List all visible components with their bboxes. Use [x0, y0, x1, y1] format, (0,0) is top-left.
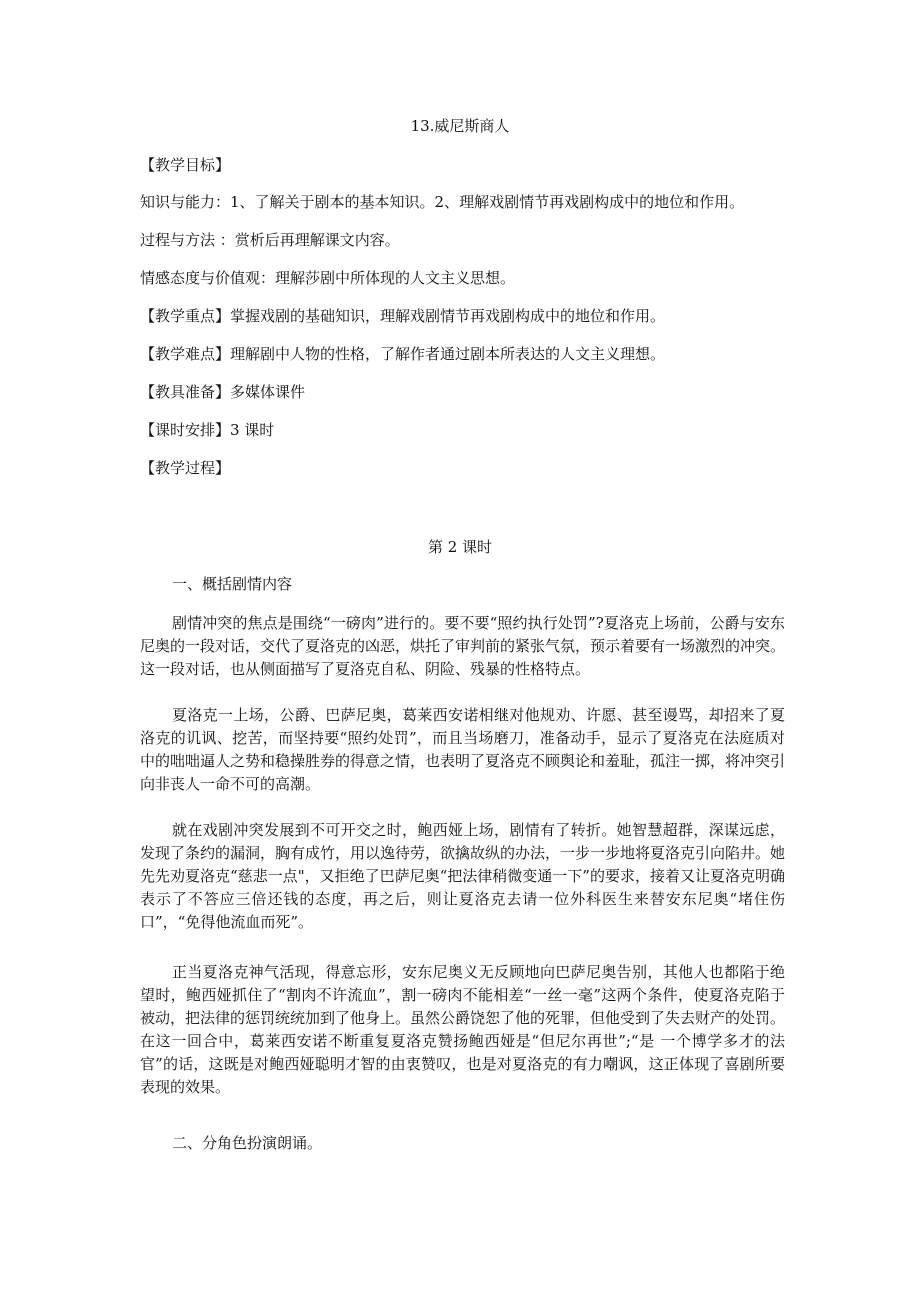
section-heading-2: 二、分角色扮演朗诵。: [172, 1134, 323, 1152]
paragraph-4: 正当夏洛克神气活现，得意忘形，安东尼奥义无反顾地向巴萨尼奥告别，其他人也都陷于绝望时，鲍西娅抓住了“割肉不许流血”，割一磅肉不能相差“一丝一毫”这两个条件，使夏洛克陷于被动，把法律的惩罚统统加到了他身上。虽然公爵饶恕了他的死罪，但他受到了失去财产的处罚。在这一回合中，葛莱西安诺不断重复夏洛克赞扬鲍西娅是“但尼尔再世”;“是 一个博学多才的法官”的话，这既是对鲍西娅聪明才智的由衷赞叹，也是对夏洛克的有力嘲讽，这正体现了喜剧所要表现的效果。: [140, 963, 786, 1096]
teaching-tools: 【教具准备】多媒体课件: [140, 383, 306, 401]
goal-process-method: 过程与方法 ：赏析后再理解课文内容。: [140, 231, 400, 249]
paragraph-2: 夏洛克一上场，公爵、巴萨尼奥，葛莱西安诺相继对他规劝、许愿、甚至谩骂，却招来了夏洛克的讥讽、挖苦，而坚持要“照约处罚”，而且当场磨刀，准备动手，显示了夏洛克在法庭质对中的咄咄逼人之势和稳操胜券的得意之情，也表明了夏洛克不顾舆论和羞耻，孤注一掷，将冲突引向非丧人一命不可的高潮。: [140, 706, 786, 793]
paragraph-3: 就在戏剧冲突发展到不可开交之时，鲍西娅上场，剧情有了转折。她智慧超群，深谋远虑，发现了条约的漏洞，胸有成竹，用以逸待劳，欲擒故纵的办法，一步一步地将夏洛克引向陷井。她先先劝夏洛克“慈悲一点"，又拒绝了巴萨尼奥“把法律稍微变通一下”的要求，接着又让夏洛克明确表示了不答应三倍还钱的态度，再之后，则让夏洛克去请一位外科医生来替安东尼奥“堵住伤口”，“免得他流血而死”。: [140, 821, 786, 931]
section-heading-1: 一、概括剧情内容: [172, 575, 293, 593]
lesson-title: 第 2 课时: [427, 538, 493, 556]
class-schedule: 【课时安排】3 课时: [140, 421, 275, 439]
heading-teaching-goals: 【教学目标】: [140, 156, 231, 174]
document-title: 13.威尼斯商人: [410, 117, 510, 135]
teaching-difficulties: 【教学难点】理解剧中人物的性格，了解作者通过剧本所表达的人文主义理想。: [140, 345, 666, 363]
teaching-key-points: 【教学重点】掌握戏剧的基础知识，理解戏剧情节再戏剧构成中的地位和作用。: [140, 307, 666, 325]
goal-emotion-values: 情感态度与价值观：理解莎剧中所体现的人文主义思想。: [140, 269, 516, 287]
goal-knowledge-ability: 知识与能力：1、了解关于剧本的基本知识。2、理解戏剧情节再戏剧构成中的地位和作用。: [140, 193, 745, 211]
heading-teaching-process: 【教学过程】: [140, 459, 231, 477]
paragraph-1: 剧情冲突的焦点是围绕“一磅肉”进行的。要不要“照约执行处罚”?夏洛克上场前，公爵与安东尼奥的一段对话，交代了夏洛克的凶恶，烘托了审判前的紧张气氛，预示着要有一场激烈的冲突。这一段对话，也从侧面描写了夏洛克自私、阴险、残暴的性格特点。: [140, 614, 786, 678]
